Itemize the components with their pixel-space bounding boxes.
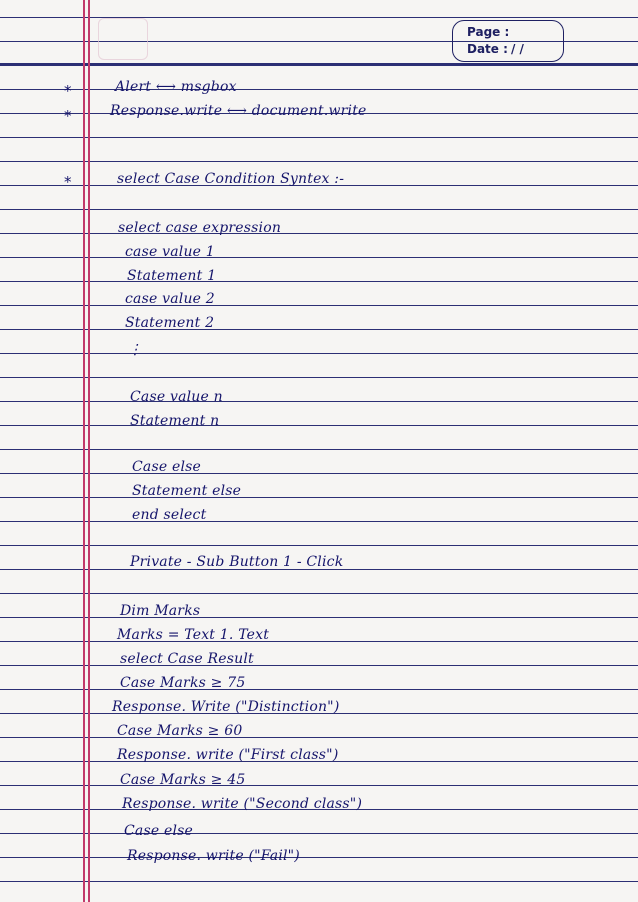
note-line: Private - Sub Button 1 - Click (130, 554, 344, 570)
note-line: Statement 2 (125, 315, 215, 331)
note-line: Case Marks ≥ 75 (120, 675, 246, 691)
margin-line (88, 0, 90, 902)
note-line: Response. write ("Second class") (122, 796, 363, 812)
note-line: case value 1 (125, 244, 215, 260)
note-line: Dim Marks (120, 603, 201, 619)
date-value: / / (511, 42, 524, 56)
note-line: Statement 1 (127, 268, 217, 284)
note-line: Case else (124, 823, 194, 839)
note-line: Case else (132, 459, 202, 475)
note-line: Response. write ("First class") (117, 747, 339, 763)
note-line: select Case Result (120, 651, 254, 667)
top-rule (0, 63, 638, 65)
page-date-box (452, 20, 564, 62)
note-line: case value 2 (125, 291, 215, 307)
page-label: Page : (467, 25, 510, 39)
note-line: Statement else (132, 483, 242, 499)
note-line: end select (132, 507, 207, 523)
note-line: Response. Write ("Distinction") (112, 699, 340, 715)
note-line: Case value n (130, 389, 223, 405)
note-line: Response. write ("Fail") (127, 848, 300, 864)
date-label: Date : (467, 42, 508, 56)
note-line: Case Marks ≥ 45 (120, 772, 246, 788)
note-line: ⋮ (128, 342, 143, 358)
faint-stamp-mark (98, 18, 148, 60)
bullet-star: * (64, 107, 72, 125)
note-line: Statement n (130, 413, 220, 429)
note-line: Case Marks ≥ 60 (117, 723, 243, 739)
note-line: select case expression (118, 220, 282, 236)
note-line: Alert ⟷ msgbox (115, 79, 237, 95)
note-line: Marks = Text 1. Text (117, 627, 270, 643)
bullet-star: * (64, 173, 72, 191)
note-line: select Case Condition Syntex :- (117, 171, 345, 187)
margin-line (83, 0, 85, 902)
bullet-star: * (64, 82, 72, 100)
note-line: Response.write ⟷ document.write (110, 103, 367, 119)
